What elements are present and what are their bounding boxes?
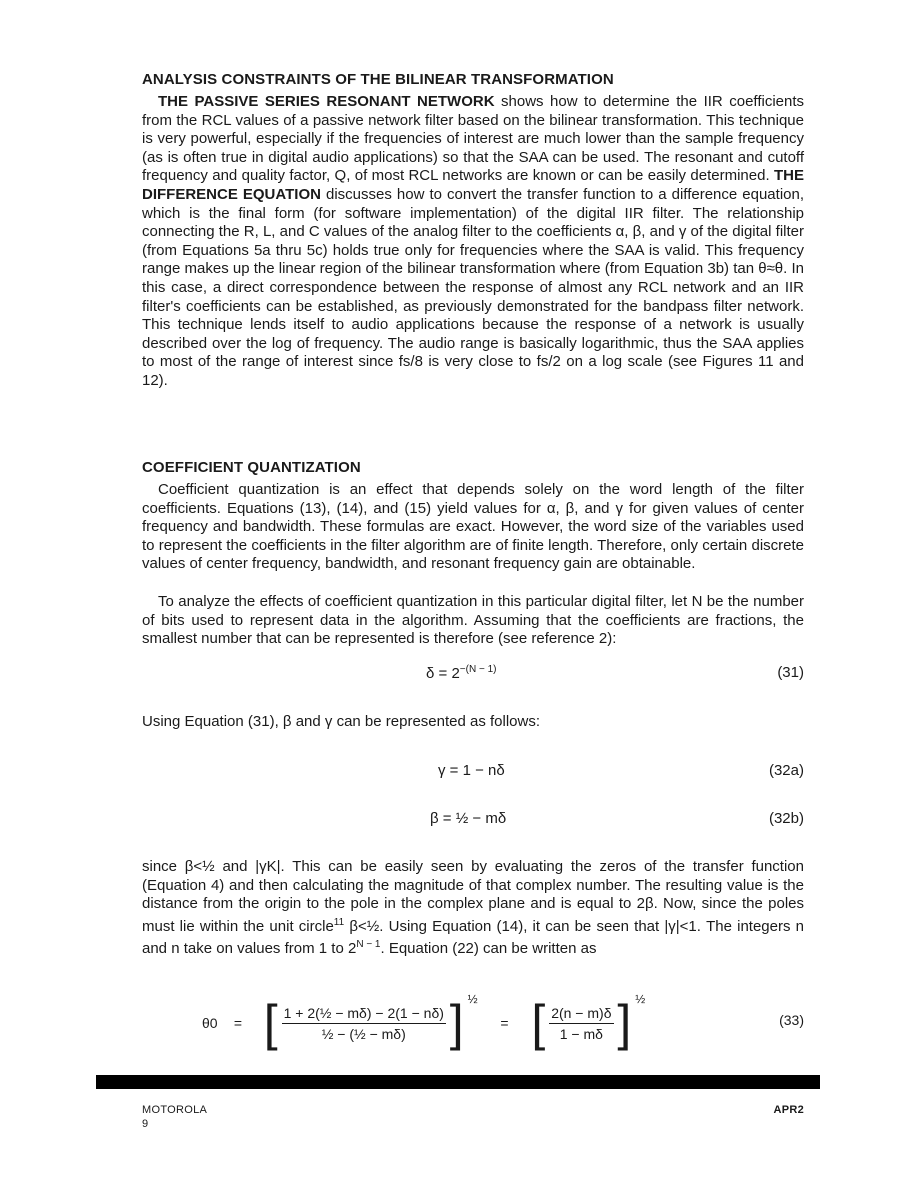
equation-32b-expression: β = ½ − mδ (430, 810, 507, 827)
eq33-power-2: ½ (635, 992, 646, 1006)
ref-passive-series: THE PASSIVE SERIES RESONANT NETWORK (158, 93, 495, 110)
eq33-lhs: θ0 (202, 1015, 218, 1032)
since-paragraph (142, 858, 804, 959)
equation-32a (142, 762, 804, 784)
since-text-c: . Equation (22) can be written as (380, 940, 597, 958)
eq33-power-1: ½ (467, 992, 478, 1006)
eq33-numerator-1: 1 + 2(½ − mδ) − 2(1 − nδ) (282, 1005, 446, 1024)
equation-32a-number: (32a) (768, 762, 804, 779)
bilinear-text-2: discusses how to convert the transfer function to a difference equation, which is the final form (for software implementation) of the digital IIR filter. The relationship connecting the R, L, and C values of the analog filter to the coefficients α, β, and γ of the digital filter (from Equations 5a thru 5c) holds true only for frequencies where the SAA is valid. This frequency range makes up the linear region of the bilinear transformation where (from Equation 3b) tan θ≈θ. In this case, a direct correspondence between the response of almost any RCL network and an IIR filter's coefficients can be established, as previously demonstrated for the bandpass filter network. This technique lends itself to audio applications because the response of a network is usually described over the log of frequency. The audio range is basically logarithmic, thus the SAA applies to most of the range of interest since fs/8 is very close to fs/2 on a log scale (see Figures 11 and 12). (142, 185, 804, 389)
eq33-fraction-2 (549, 1005, 613, 1042)
right-bracket-1: ] (449, 995, 464, 1052)
equation-32a-expression: γ = 1 − nδ (438, 762, 505, 779)
since-text-b: β<½. Using Equation (14), it can be seen that |γ|<1. The integers n and n take on values from 1 to 2 (142, 917, 804, 958)
equation-32b-number: (32b) (768, 810, 804, 827)
equation-31-expression (426, 664, 496, 682)
equation-32b (142, 810, 804, 832)
eq31-lhs: δ = 2 (426, 665, 460, 682)
eq33-numerator-2: 2(n − m)δ (549, 1005, 613, 1024)
right-bracket-2: ] (617, 995, 632, 1052)
left-bracket-1: [ (263, 995, 278, 1052)
section-heading-bilinear: ANALYSIS CONSTRAINTS OF THE BILINEAR TRANSFORMATION (142, 71, 614, 88)
quantization-paragraph-1: Coefficient quantization is an effect that depends solely on the word length of the filter coefficients. Equations (13), (14), and (15) yield values for α, β, and γ for given values of center frequency and bandwidth. These formulas are exact. However, the word size of the variables used to represent the coefficients in the filter algorithm are of finite length. Therefore, only certain discrete values of center frequency, bandwidth, and resonant frequency gain are obtainable. (142, 481, 804, 573)
exponent-n-minus-1: N − 1 (356, 939, 381, 951)
footer-rule (96, 1075, 820, 1089)
quantization-paragraph-2: To analyze the effects of coefficient quantization in this particular digital filter, let N be the number of bits used to represent data in the algorithm. Assuming that the coefficients are fractions, the smallest number that can be represented is therefore (see reference 2): (142, 593, 804, 648)
footer-doc-id: APR2 (773, 1104, 804, 1116)
footer-page-number: 9 (142, 1118, 149, 1130)
eq33-denominator-2: 1 − mδ (559, 1025, 603, 1042)
left-bracket-2: [ (531, 995, 546, 1052)
eq33-equals-2: = (500, 1015, 509, 1032)
equation-33 (142, 992, 804, 1052)
equation-31 (142, 664, 804, 686)
bilinear-text-1: shows how to determine the IIR coefficients from the RCL values of a passive network filter based on the bilinear transformation. This technique is very powerful, especially if the frequencies of interest are much lower than the sample frequency (as is often true in digital audio applications) so that the SAA can be used. The resonant and cutoff frequency and quality factor, Q, of most RCL networks are known or can be easily determined. (142, 93, 804, 185)
footnote-ref-11: 11 (333, 916, 345, 928)
eq33-fraction-1 (282, 1005, 446, 1042)
equation-31-number: (31) (777, 664, 804, 681)
eq33-denominator-1: ½ − (½ − mδ) (321, 1025, 406, 1042)
equation-33-expression (202, 992, 646, 1052)
footer-brand: MOTOROLA (142, 1104, 208, 1116)
ref-difference-equation: THE DIFFERENCE EQUATION (142, 167, 804, 203)
since-text-a: since β<½ and |γK|. This can be easily seen by evaluating the zeros of the transfer function (Equation 4) and then calculating the magnitude of that complex number. The resulting value is the distance from the origin to the pole in the complex plane and is equal to 2β. Now, since the poles must lie within the unit circle (142, 858, 804, 935)
eq31-exponent: −(N − 1) (459, 664, 497, 675)
eq33-equals-1: = (233, 1015, 243, 1032)
section-heading-quantization: COEFFICIENT QUANTIZATION (142, 459, 361, 476)
bilinear-paragraph (142, 93, 804, 391)
using-equation-text: Using Equation (31), β and γ can be represented as follows: (142, 713, 541, 730)
equation-33-number: (33) (779, 1012, 804, 1028)
